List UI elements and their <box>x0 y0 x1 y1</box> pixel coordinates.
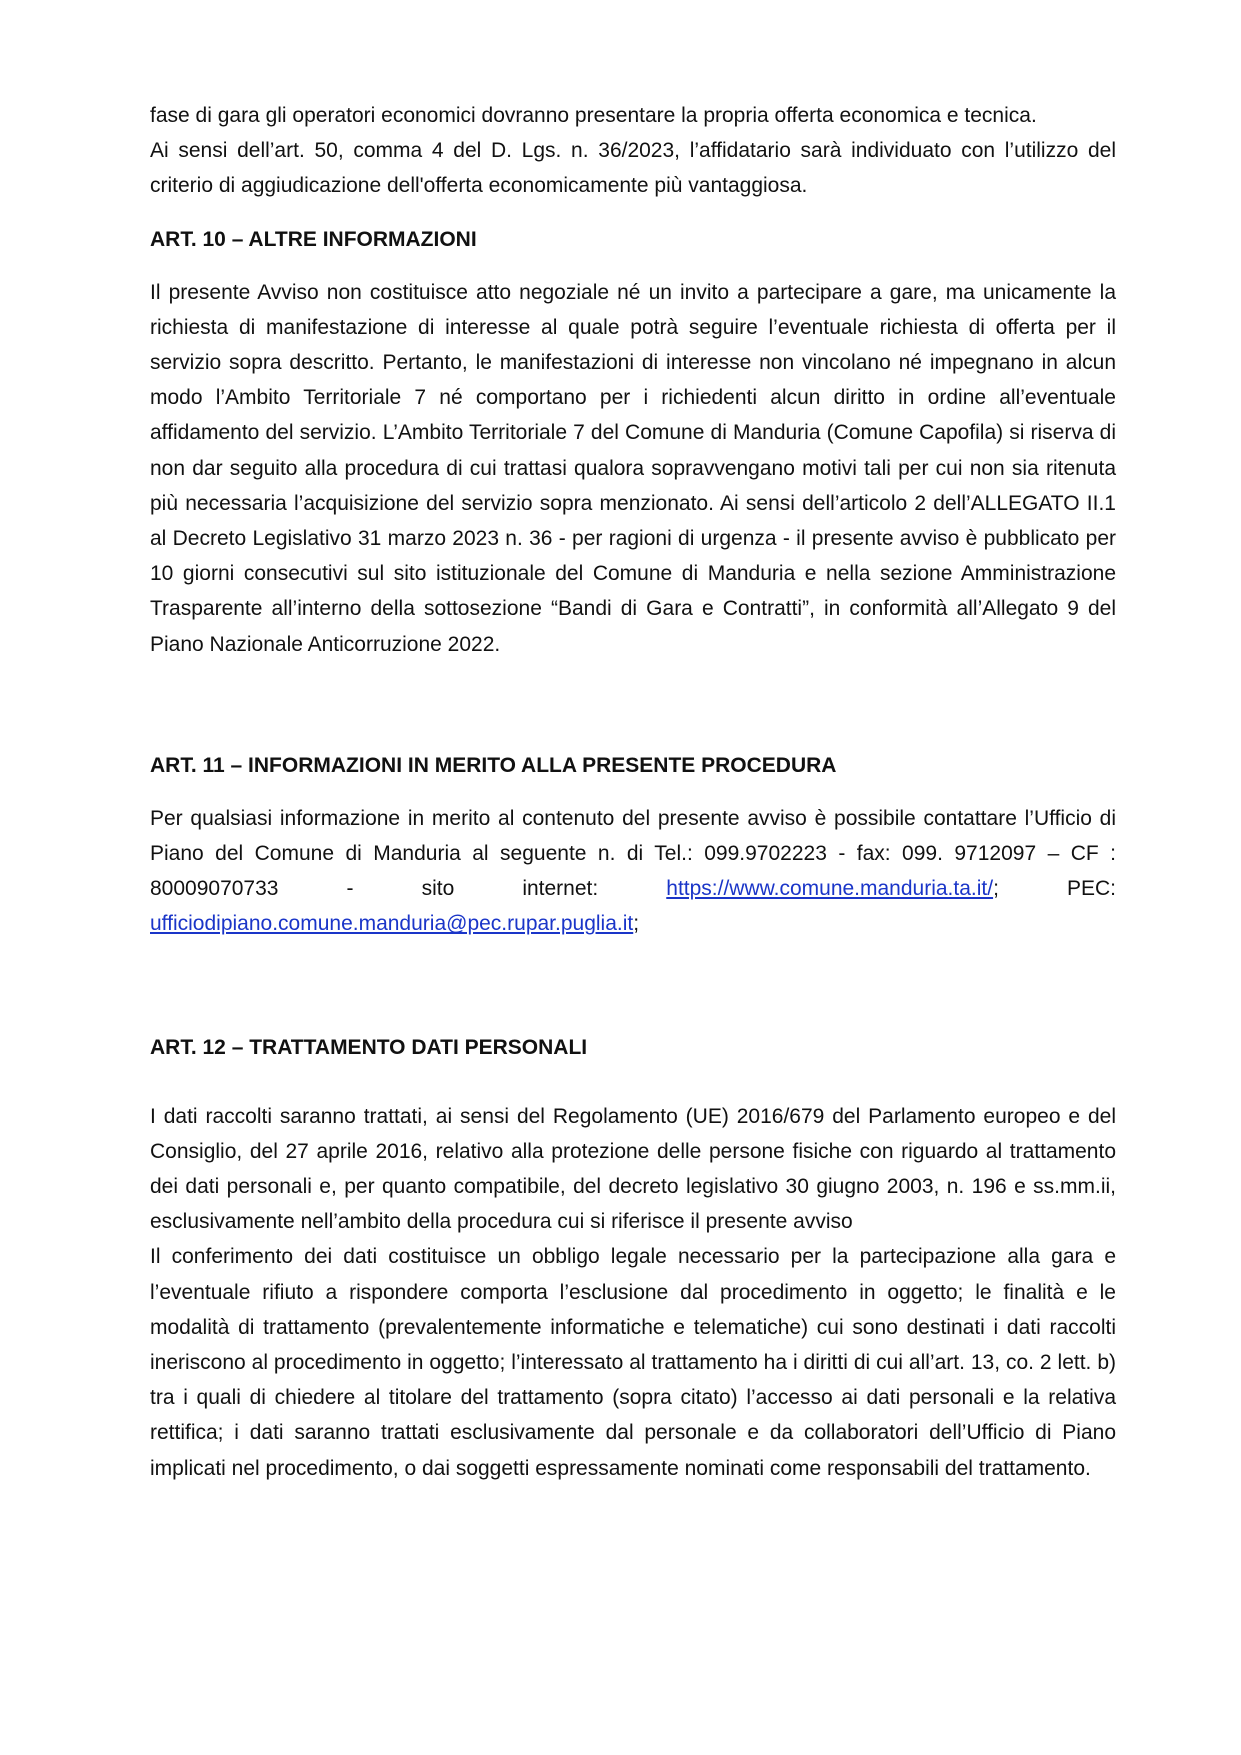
art11-body <box>150 801 1116 942</box>
art11-body-text: Per qualsiasi informazione in merito al contenuto del presente avviso è possibile contattare l’Ufficio di Piano del Comune di Manduria al seguente n. di Tel.: 099.9702223 - fax: 099. 9712097 – CF : 80009070733 - sito internet: <box>150 806 1116 901</box>
art12-paragraph-regulation: I dati raccolti saranno trattati, ai sensi del Regolamento (UE) 2016/679 del Parlamento europeo e del Consiglio, del 27 aprile 2016, relativo alla protezione delle persone fisiche con riguardo al trattamento dei dati personali e, per quanto compatibile, del decreto legislativo 30 giugno 2003, n. 196 e ss.mm.ii, esclusivamente nell’ambito della procedura cui si riferisce il presente avviso <box>150 1104 1116 1234</box>
art12-paragraph-rights: Il conferimento dei dati costituisce un obbligo legale necessario per la partecipazione alla gara e l’eventuale rifiuto a rispondere comporta l’esclusione dal procedimento in oggetto; le finalità e le modalità di trattamento (prevalentemente informatiche e telematiche) cui sono destinati i dati raccolti ineriscono al procedimento in oggetto; l’interessato al trattamento ha i diritti di cui all’art. 13, co. 2 lett. b) tra i quali di chiedere al titolare del trattamento (sopra citato) l’accesso ai dati personali e la relativa rettifica; i dati saranno trattati esclusivamente dal personale e da collaboratori dell’Ufficio di Piano implicati nel procedimento, o dai soggetti espressamente nominati come responsabili del trattamento. <box>150 1245 1116 1480</box>
document-page <box>150 98 1116 1486</box>
art11-pec-label: ; PEC: <box>993 877 1116 901</box>
intro-paragraph-offer: fase di gara gli operatori economici dovranno presentare la propria offerta economica e tecnica. <box>150 104 1037 127</box>
art11-heading: ART. 11 – INFORMAZIONI IN MERITO ALLA PRESENTE PROCEDURA <box>150 753 837 777</box>
art11-end-punctuation: ; <box>633 912 640 936</box>
pec-email-link[interactable]: ufficiodipiano.comune.manduria@pec.rupar.puglia.it <box>150 912 634 936</box>
art10-heading: ART. 10 – ALTRE INFORMAZIONI <box>150 227 477 251</box>
intro-paragraph-criteria: Ai sensi dell’art. 50, comma 4 del D. Lgs. n. 36/2023, l’affidatario sarà individuato con l’utilizzo del criterio di aggiudicazione dell'offerta economicamente più vantaggiosa. <box>150 139 1116 198</box>
art10-body: Il presente Avviso non costituisce atto negoziale né un invito a partecipare a gare, ma unicamente la richiesta di manifestazione di interesse al quale potrà seguire l’eventuale richiesta di offerta per il servizio sopra descritto. Pertanto, le manifestazioni di interesse non vincolano né impegnano in alcun modo l’Ambito Territoriale 7 né comportano per i richiedenti alcun diritto in ordine all’eventuale affidamento del servizio. L’Ambito Territoriale 7 del Comune di Manduria (Comune Capofila) si riserva di non dar seguito alla procedura di cui trattasi qualora sopravvengano motivi tali per cui non sia ritenuta più necessaria l’acquisizione del servizio sopra menzionato. Ai sensi dell’articolo 2 dell’ALLEGATO II.1 al Decreto Legislativo 31 marzo 2023 n. 36 - per ragioni di urgenza - il presente avviso è pubblicato per 10 giorni consecutivi sul sito istituzionale del Comune di Manduria e nella sezione Amministrazione Trasparente all’interno della sottosezione “Bandi di Gara e Contratti”, in conformità all’Allegato 9 del Piano Nazionale Anticorruzione 2022. <box>150 280 1116 656</box>
art12-heading: ART. 12 – TRATTAMENTO DATI PERSONALI <box>150 1035 588 1059</box>
website-link[interactable]: https://www.comune.manduria.ta.it/ <box>666 877 994 901</box>
